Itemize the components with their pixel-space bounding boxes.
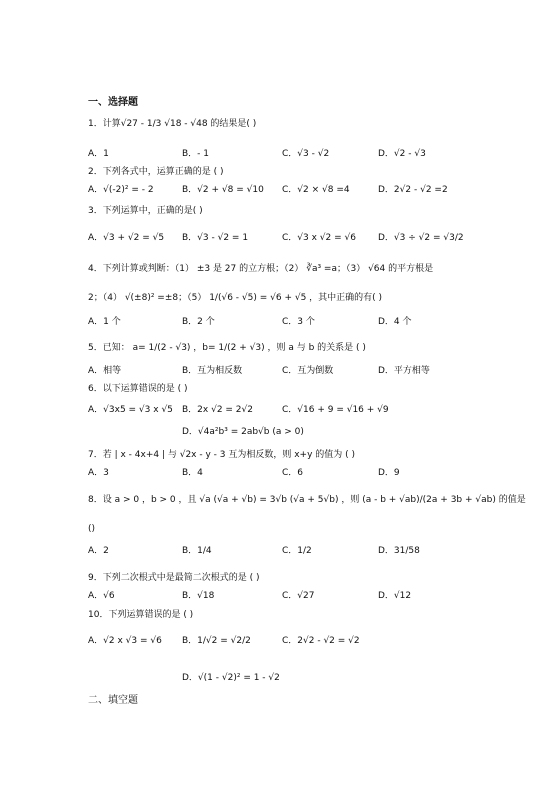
q1-option-a: A．1 — [88, 149, 109, 159]
q6-option-b: B．2x √2 = 2√2 — [182, 405, 253, 415]
q2-option-a: A．√(-2)² = - 2 — [88, 185, 154, 195]
q5-option-b: B．互为相反数 — [182, 366, 243, 376]
q8-option-a: A．2 — [88, 546, 109, 556]
q3-option-b: B．√3 - √2 = 1 — [182, 233, 249, 243]
q5-option-a: A．相等 — [88, 366, 122, 376]
q2-option-c: C．√2 × √8 =4 — [282, 185, 350, 195]
q5-option-d: D．平方相等 — [378, 366, 430, 376]
q1-option-b: B．- 1 — [182, 149, 210, 159]
section-title-choice: 一、选择题 — [88, 97, 138, 108]
q6-option-d: D．√4a²b³ = 2ab√b (a > 0) — [182, 427, 304, 437]
q8-option-b: B．1/4 — [182, 546, 212, 556]
q3-option-d: D．√3 ÷ √2 = √3/2 — [378, 233, 464, 243]
q9-option-c: C．√27 — [282, 591, 315, 601]
question-8-stem-line2: () — [88, 524, 96, 534]
question-3-stem: 3．下列运算中，正确的是( ) — [88, 206, 203, 216]
q4-option-a: A．1 个 — [88, 317, 121, 327]
section-title-fill-in: 二、填空题 — [88, 695, 138, 706]
q3-option-a: A．√3 + √2 = √5 — [88, 233, 165, 243]
q10-option-d: D．√(1 - √2)² = 1 - √2 — [182, 673, 280, 683]
q7-option-a: A．3 — [88, 468, 109, 478]
q7-option-b: B．4 — [182, 468, 203, 478]
question-6-stem: 6．以下运算错误的是 ( ) — [88, 384, 188, 394]
q2-option-b: B．√2 + √8 = √10 — [182, 185, 264, 195]
q5-option-c: C．互为倒数 — [282, 366, 334, 376]
q10-option-a: A．√2 x √3 = √6 — [88, 636, 162, 646]
question-5-stem: 5．已知： a= 1/(2 - √3) ，b= 1/(2 + √3) ，则 a 与 b 的关系是 ( ) — [88, 343, 366, 353]
q10-option-c: C．2√2 - √2 = √2 — [282, 636, 360, 646]
question-9-stem: 9．下列二次根式中是最简二次根式的是 ( ) — [88, 573, 260, 583]
q4-option-d: D．4 个 — [378, 317, 412, 327]
q9-option-b: B．√18 — [182, 591, 215, 601]
q9-option-d: D．√12 — [378, 591, 412, 601]
q6-option-a: A．√3x5 = √3 x √5 — [88, 405, 173, 415]
question-1-stem: 1．计算√27 - 1/3 √18 - √48 的结果是( ) — [88, 119, 257, 129]
q2-option-d: D．2√2 - √2 =2 — [378, 185, 448, 195]
question-4-stem: 4．下列计算或判断：（1） ±3 是 27 的立方根；（2） ∛a³ =a；（3） √64 的平方根是 — [88, 264, 434, 274]
q3-option-c: C．√3 x √2 = √6 — [282, 233, 356, 243]
question-2-stem: 2．下列各式中，运算正确的是 ( ) — [88, 167, 224, 177]
q1-option-d: D．√2 - √3 — [378, 149, 426, 159]
q10-option-b: B．1/√2 = √2/2 — [182, 636, 251, 646]
q7-option-c: C．6 — [282, 468, 304, 478]
question-7-stem: 7．若 | x - 4x+4 | 与 √2x - y - 3 互为相反数，则 x+y 的值为 ( ) — [88, 450, 356, 460]
q9-option-a: A．√6 — [88, 591, 115, 601]
q4-option-c: C．3 个 — [282, 317, 315, 327]
question-4-stem-line2: 2；（4） √(±8)² =±8；（5） 1/(√6 - √5) = √6 + √5 ，其中正确的有( ) — [88, 293, 383, 303]
q8-option-d: D．31/58 — [378, 546, 420, 556]
q8-option-c: C．1/2 — [282, 546, 312, 556]
q6-option-c: C．√16 + 9 = √16 + √9 — [282, 405, 389, 415]
q1-option-c: C．√3 - √2 — [282, 149, 330, 159]
q7-option-d: D．9 — [378, 468, 400, 478]
question-10-stem: 10．下列运算错误的是 ( ) — [88, 610, 194, 620]
question-8-stem: 8．设 a > 0 ，b > 0 ，且 √a (√a + √b) = 3√b (√a + 5√b) ，则 (a - b + √ab)/(2a + 3b + √ab) 的值是 — [88, 495, 526, 505]
q4-option-b: B．2 个 — [182, 317, 215, 327]
